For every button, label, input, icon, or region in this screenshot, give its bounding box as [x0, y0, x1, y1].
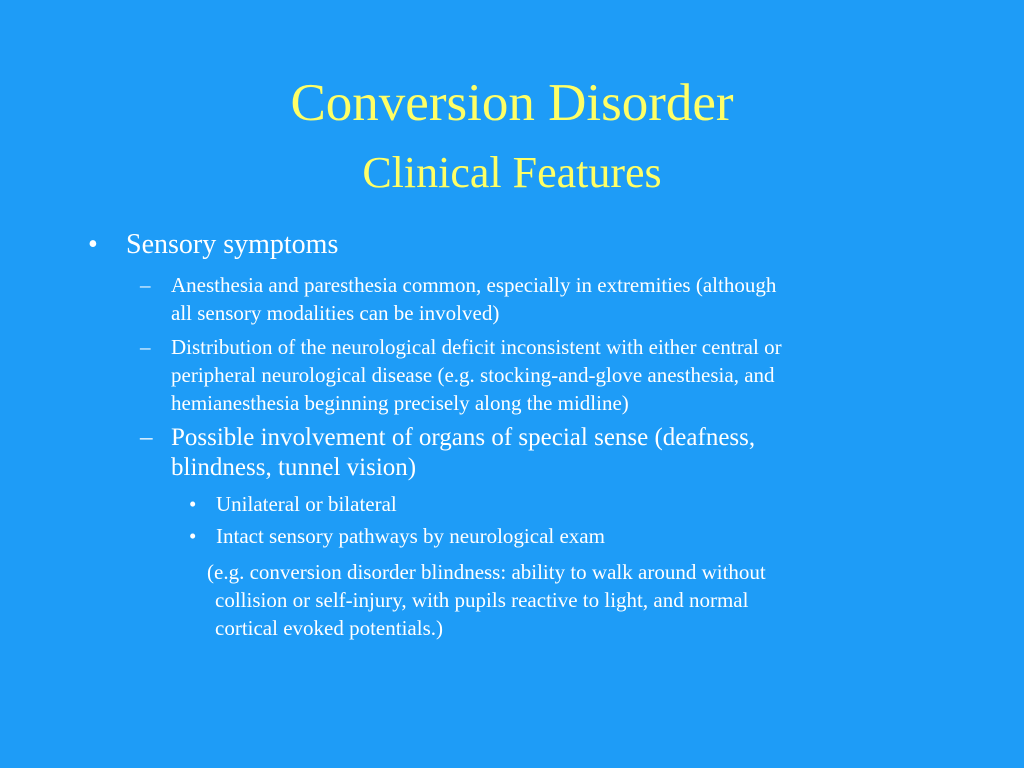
subsubitem-text: Intact sensory pathways by neurological exam	[216, 524, 605, 548]
note-line: collision or self-injury, with pupils reactive to light, and normal	[215, 588, 749, 612]
bullet-marker: •	[88, 229, 98, 260]
subitem-text	[171, 423, 931, 483]
slide-subtitle: Clinical Features	[362, 148, 662, 197]
bullet-marker: •	[189, 492, 197, 516]
note-line: cortical evoked potentials.)	[215, 616, 443, 640]
subitem-line: hemianesthesia beginning precisely along the midline)	[171, 391, 629, 415]
dash-marker: –	[140, 424, 153, 451]
subitem-line: blindness, tunnel vision)	[171, 454, 417, 481]
bullet-text: Sensory symptoms	[126, 229, 339, 260]
subitem-line: Possible involvement of organs of special sense (deafness,	[171, 424, 756, 451]
subitem-line: peripheral neurological disease (e.g. stocking-and-glove anesthesia, and	[171, 363, 775, 387]
subitem-line: all sensory modalities can be involved)	[171, 301, 500, 325]
subitem-line: Distribution of the neurological deficit inconsistent with either central or	[171, 335, 782, 359]
subitem-text	[171, 271, 931, 327]
slide-title: Conversion Disorder	[290, 74, 734, 132]
subitem-text	[171, 333, 931, 417]
note-line: (e.g. conversion disorder blindness: ability to walk around without	[207, 560, 766, 584]
dash-marker: –	[140, 273, 151, 297]
subitem-line: Anesthesia and paresthesia common, especially in extremities (although	[171, 273, 777, 297]
example-note	[207, 558, 907, 642]
subsubitem-text: Unilateral or bilateral	[216, 492, 397, 516]
dash-marker: –	[140, 335, 151, 359]
bullet-marker: •	[189, 524, 197, 548]
